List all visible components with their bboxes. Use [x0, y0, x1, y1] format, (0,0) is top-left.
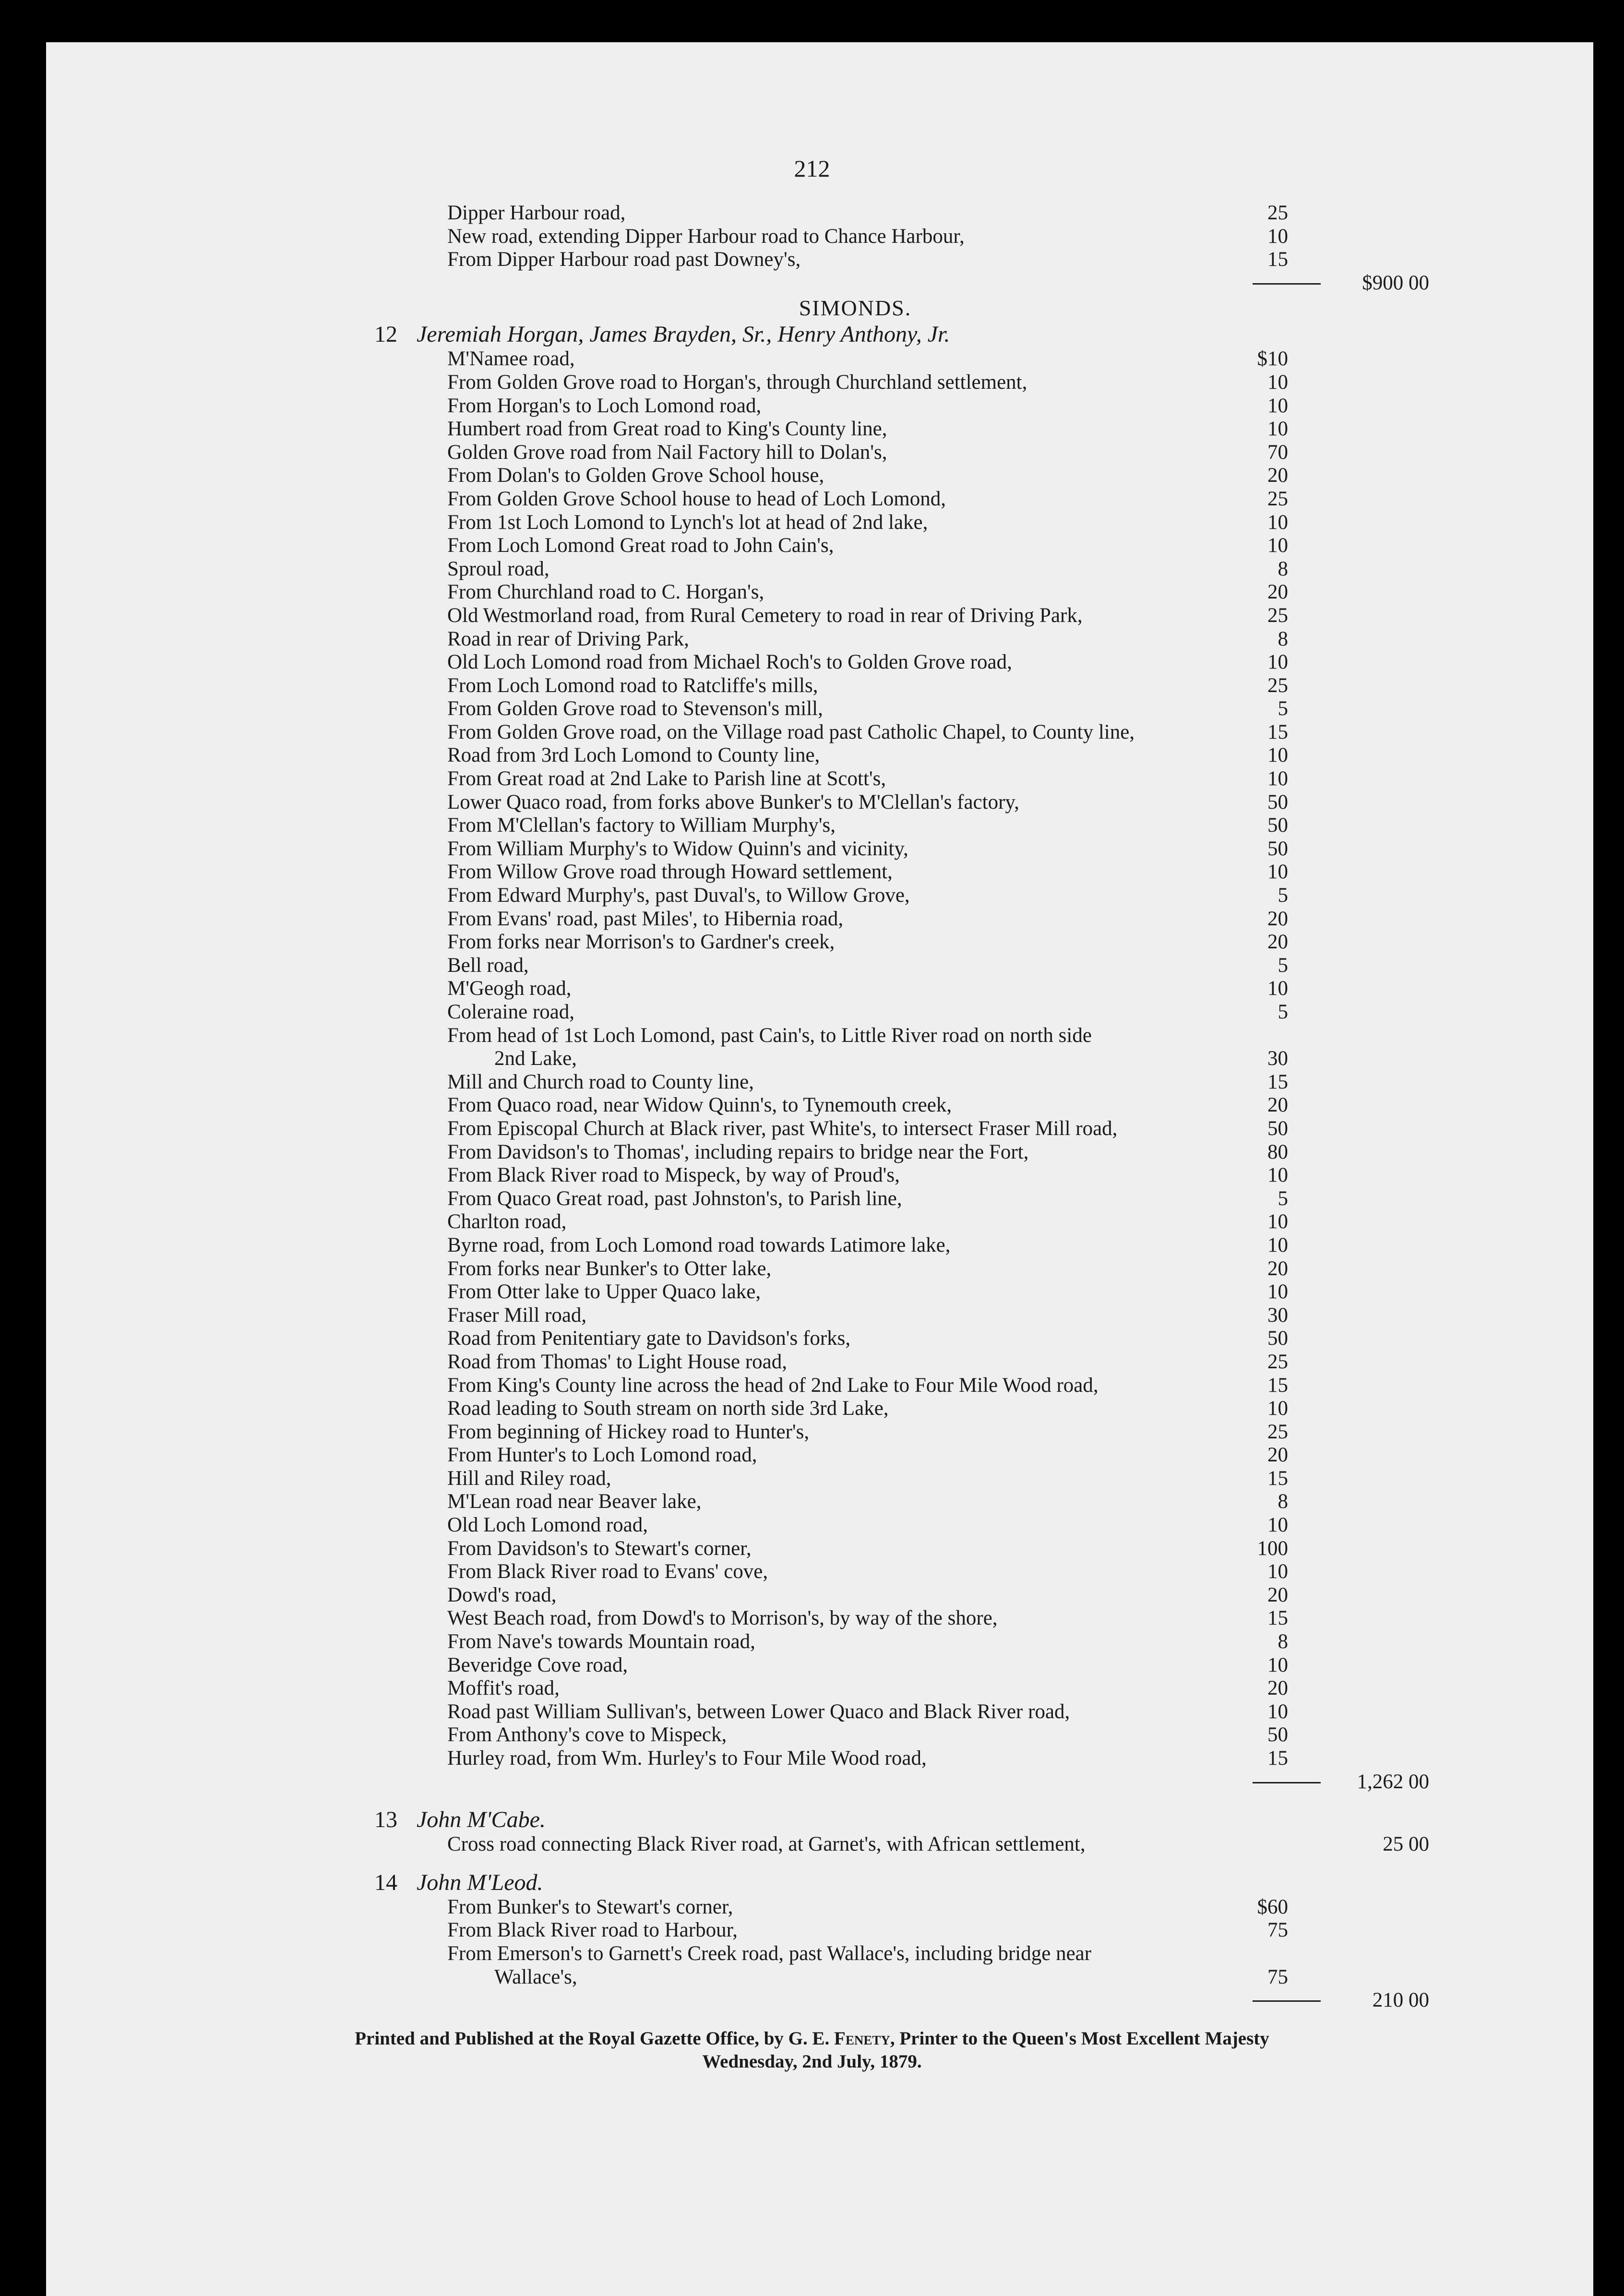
- road-entry: [0, 418, 1624, 441]
- road-amount: 15: [1267, 1467, 1288, 1490]
- road-description: From Anthony's cove to Mispeck,: [447, 1723, 727, 1746]
- road-description: From Black River road to Mispeck, by way of Proud's,: [447, 1164, 900, 1187]
- road-entry: [0, 908, 1624, 931]
- road-description: From William Murphy's to Widow Quinn's and vicinity,: [447, 837, 908, 860]
- road-amount: 20: [1267, 1677, 1288, 1700]
- road-description: From Otter lake to Upper Quaco lake,: [447, 1280, 761, 1303]
- road-amount: 8: [1278, 557, 1288, 580]
- road-description: From Golden Grove road to Stevenson's mill,: [447, 697, 823, 720]
- road-amount: 8: [1278, 627, 1288, 650]
- road-amount: 25: [1267, 604, 1288, 627]
- road-description: From Nave's towards Mountain road,: [447, 1630, 755, 1653]
- road-description: From Quaco Great road, past Johnston's, to Parish line,: [447, 1187, 902, 1210]
- road-entry: [0, 1584, 1624, 1607]
- road-amount: 10: [1267, 1210, 1288, 1233]
- road-amount: 10: [1267, 977, 1288, 1000]
- road-description: From Golden Grove road, on the Village road past Catholic Chapel, to County line,: [447, 720, 1135, 743]
- road-description: Dowd's road,: [447, 1583, 557, 1606]
- sum-rule: [1253, 283, 1321, 285]
- road-amount: 10: [1267, 1700, 1288, 1723]
- road-description: From Horgan's to Loch Lomond road,: [447, 394, 762, 417]
- road-entry: [0, 767, 1624, 791]
- contractor-line: [0, 1807, 1624, 1833]
- road-description: From King's County line across the head of 2nd Lake to Four Mile Wood road,: [447, 1374, 1099, 1397]
- section-gap: [0, 1856, 1624, 1870]
- contractor-line: [0, 322, 1624, 347]
- road-entry: [0, 1117, 1624, 1141]
- road-entry: [0, 1896, 1624, 1919]
- road-amount: 30: [1267, 1047, 1288, 1070]
- road-amount: 10: [1267, 1280, 1288, 1303]
- road-entry: [0, 1141, 1624, 1164]
- road-entry: [0, 651, 1624, 674]
- road-entry: [0, 884, 1624, 908]
- road-description: Old Loch Lomond road from Michael Roch's to Golden Grove road,: [447, 651, 1012, 674]
- road-amount: 80: [1267, 1140, 1288, 1163]
- printer-name: Fenety: [834, 2028, 890, 2049]
- road-amount: $10: [1257, 347, 1288, 371]
- entry-continuation: [0, 1966, 1624, 1989]
- contractor-number: 12: [374, 322, 397, 347]
- road-description: From Bunker's to Stewart's corner,: [447, 1895, 733, 1918]
- road-description: From Golden Grove road to Horgan's, through Churchland settlement,: [447, 371, 1027, 394]
- imprint-date: Wednesday, 2nd July, 1879.: [702, 2051, 922, 2072]
- road-amount: $60: [1257, 1895, 1288, 1918]
- road-entry: [0, 1280, 1624, 1304]
- road-entry: [0, 1747, 1624, 1770]
- contractor-names: Jeremiah Horgan, James Brayden, Sr., Henry Anthony, Jr.: [417, 322, 950, 347]
- road-description: Charlton road,: [447, 1210, 567, 1233]
- road-amount: 10: [1267, 744, 1288, 767]
- road-entry: [0, 1723, 1624, 1747]
- road-entry: [0, 628, 1624, 651]
- road-amount: 50: [1267, 837, 1288, 860]
- road-description: From forks near Bunker's to Otter lake,: [447, 1257, 772, 1280]
- road-description: Sproul road,: [447, 557, 549, 580]
- road-description: From Black River road to Harbour,: [447, 1919, 738, 1942]
- road-amount: 75: [1267, 1965, 1288, 1988]
- contractor-number: 13: [374, 1807, 397, 1833]
- road-amount: 10: [1267, 511, 1288, 534]
- road-amount: 10: [1267, 1233, 1288, 1256]
- road-entry: [0, 1467, 1624, 1491]
- road-description: From beginning of Hickey road to Hunter's,: [447, 1420, 810, 1443]
- road-entry: [0, 558, 1624, 581]
- road-amount: 25: [1267, 674, 1288, 697]
- road-amount: 50: [1267, 814, 1288, 837]
- road-amount: 5: [1278, 884, 1288, 907]
- road-description: From forks near Morrison's to Gardner's creek,: [447, 931, 835, 954]
- road-amount: 5: [1278, 1187, 1288, 1210]
- total-row: [0, 1770, 1624, 1794]
- road-description: Road in rear of Driving Park,: [447, 627, 689, 650]
- road-description: From Dolan's to Golden Grove School house,: [447, 464, 824, 487]
- road-description: New road, extending Dipper Harbour road to Chance Harbour,: [447, 225, 965, 248]
- road-description: M'Lean road near Beaver lake,: [447, 1490, 702, 1513]
- parish-heading: SIMONDS.: [799, 296, 912, 321]
- road-amount: 10: [1267, 534, 1288, 557]
- road-amount: 10: [1267, 371, 1288, 394]
- road-amount: 25: [1267, 1350, 1288, 1373]
- imprint-prefix: Printed and Published at the Royal Gazette Office, by G. E.: [355, 2028, 830, 2049]
- road-description: From Evans' road, past Miles', to Hibernia road,: [447, 907, 844, 930]
- road-description: From Loch Lomond road to Ratcliffe's mills,: [447, 674, 818, 697]
- road-description: From Black River road to Evans' cove,: [447, 1560, 768, 1583]
- road-description: From Loch Lomond Great road to John Cain's,: [447, 534, 834, 557]
- road-amount: 20: [1267, 581, 1288, 604]
- road-entry: [0, 1001, 1624, 1024]
- road-amount: 5: [1278, 697, 1288, 720]
- road-amount: 10: [1267, 861, 1288, 884]
- road-entry: [0, 1210, 1624, 1234]
- road-entry: [0, 697, 1624, 721]
- road-entry: [0, 1094, 1624, 1117]
- road-description: 2nd Lake,: [494, 1047, 577, 1070]
- contractor-names: John M'Cabe.: [417, 1807, 546, 1833]
- road-amount: 10: [1267, 1560, 1288, 1583]
- road-entry: [0, 534, 1624, 558]
- section-total: 25 00: [1383, 1833, 1429, 1856]
- page-number: 212: [794, 155, 830, 182]
- road-description: From M'Clellan's factory to William Murphy's,: [447, 814, 836, 837]
- road-amount: 10: [1267, 1397, 1288, 1420]
- total-row: [0, 1989, 1624, 2012]
- road-amount: 50: [1267, 1723, 1288, 1746]
- road-entry: [0, 1700, 1624, 1724]
- imprint-line-1: [0, 2027, 1624, 2050]
- contractor-number: 14: [374, 1869, 397, 1895]
- imprint-footer: [0, 2027, 1624, 2073]
- road-entry: [0, 931, 1624, 954]
- section-total: $900 00: [1362, 271, 1429, 294]
- road-amount: 50: [1267, 1117, 1288, 1140]
- road-description: Road leading to South stream on north side 3rd Lake,: [447, 1397, 889, 1420]
- road-description: Road from 3rd Loch Lomond to County line,: [447, 744, 820, 767]
- road-amount: 15: [1267, 248, 1288, 271]
- road-entry: [0, 1024, 1624, 1048]
- road-amount: 30: [1267, 1303, 1288, 1327]
- road-amount: 10: [1267, 394, 1288, 417]
- road-description: From Quaco road, near Widow Quinn's, to Tynemouth creek,: [447, 1094, 952, 1117]
- road-description: Golden Grove road from Nail Factory hill to Dolan's,: [447, 441, 887, 464]
- road-entry: [0, 511, 1624, 535]
- road-entry: [0, 1187, 1624, 1211]
- road-amount: 25: [1267, 1420, 1288, 1443]
- road-description: Moffit's road,: [447, 1677, 560, 1700]
- road-amount: 20: [1267, 1094, 1288, 1117]
- road-amount: 10: [1267, 1653, 1288, 1676]
- road-entry: [0, 1374, 1624, 1398]
- road-amount: 100: [1257, 1537, 1288, 1560]
- road-amount: 20: [1267, 1444, 1288, 1467]
- road-entry: [0, 1490, 1624, 1514]
- contractor-names: John M'Leod.: [417, 1869, 543, 1895]
- road-amount: 15: [1267, 1607, 1288, 1630]
- road-amount: 15: [1267, 1070, 1288, 1093]
- road-amount: 75: [1267, 1919, 1288, 1942]
- road-description: From Davidson's to Stewart's corner,: [447, 1537, 752, 1560]
- road-description: Wallace's,: [494, 1965, 577, 1988]
- road-amount: 8: [1278, 1630, 1288, 1653]
- road-description: Hurley road, from Wm. Hurley's to Four Mile Wood road,: [447, 1747, 927, 1770]
- road-entry: [0, 581, 1624, 604]
- road-description: Dipper Harbour road,: [447, 202, 626, 224]
- road-description: Road past William Sullivan's, between Lower Quaco and Black River road,: [447, 1700, 1070, 1723]
- road-entry: [0, 1351, 1624, 1374]
- road-description: Bell road,: [447, 954, 529, 977]
- imprint-suffix: , Printer to the Queen's Most Excellent Majesty: [890, 2028, 1269, 2049]
- road-description: Coleraine road,: [447, 1001, 575, 1023]
- road-amount: 25: [1267, 202, 1288, 224]
- road-entry: [0, 202, 1624, 225]
- road-description: From 1st Loch Lomond to Lynch's lot at head of 2nd lake,: [447, 511, 928, 534]
- contractor-line: [0, 1870, 1624, 1896]
- road-entry: [0, 347, 1624, 371]
- road-description: M'Namee road,: [447, 347, 575, 371]
- road-entry: [0, 1304, 1624, 1327]
- road-entry: [0, 674, 1624, 698]
- road-entry: [0, 371, 1624, 395]
- road-entry: [0, 1164, 1624, 1187]
- road-amount: 20: [1267, 931, 1288, 954]
- road-amount: 10: [1267, 767, 1288, 790]
- sum-rule: [1253, 2000, 1321, 2002]
- road-entry: [0, 1677, 1624, 1700]
- road-description: From Dipper Harbour road past Downey's,: [447, 248, 801, 271]
- road-entry: [0, 1607, 1624, 1630]
- road-amount: 20: [1267, 907, 1288, 930]
- road-amount: 20: [1267, 1583, 1288, 1606]
- road-entry: [0, 395, 1624, 418]
- road-entry: [0, 488, 1624, 511]
- road-description: From Churchland road to C. Horgan's,: [447, 581, 764, 604]
- road-entry: [0, 1071, 1624, 1094]
- road-entry: [0, 721, 1624, 744]
- section-total: 1,262 00: [1357, 1770, 1429, 1793]
- road-entry: [0, 1234, 1624, 1257]
- section-total: 210 00: [1372, 1989, 1429, 2012]
- road-entry: [0, 1537, 1624, 1561]
- road-description: Fraser Mill road,: [447, 1303, 587, 1327]
- road-entry: [0, 225, 1624, 249]
- road-appropriations-list: [0, 202, 1624, 2012]
- road-entry: [0, 1919, 1624, 1942]
- road-amount: 50: [1267, 790, 1288, 813]
- road-description: Cross road connecting Black River road, at Garnet's, with African settlement,: [447, 1833, 1086, 1856]
- road-entry: [0, 837, 1624, 861]
- road-entry: [0, 441, 1624, 465]
- road-amount: 10: [1267, 1164, 1288, 1187]
- road-description: Old Westmorland road, from Rural Cemetery to road in rear of Driving Park,: [447, 604, 1083, 627]
- road-description: Byrne road, from Loch Lomond road towards Latimore lake,: [447, 1233, 951, 1256]
- road-description: M'Geogh road,: [447, 977, 572, 1000]
- road-entry: [0, 248, 1624, 272]
- road-description: From Davidson's to Thomas', including repairs to bridge near the Fort,: [447, 1140, 1029, 1163]
- road-entry: [0, 1397, 1624, 1421]
- road-description: Mill and Church road to County line,: [447, 1070, 754, 1093]
- total-row: [0, 272, 1624, 295]
- road-description: From Hunter's to Loch Lomond road,: [447, 1444, 757, 1467]
- road-description: Humbert road from Great road to King's County line,: [447, 418, 887, 441]
- road-description: From Emerson's to Garnett's Creek road, past Wallace's, including bridge near: [447, 1942, 1092, 1965]
- road-entry: [0, 814, 1624, 837]
- road-description: West Beach road, from Dowd's to Morrison's, by way of the shore,: [447, 1607, 998, 1630]
- road-entry: [0, 1421, 1624, 1444]
- road-amount: 10: [1267, 1514, 1288, 1537]
- road-entry: [0, 1327, 1624, 1351]
- road-amount: 8: [1278, 1490, 1288, 1513]
- entry-continuation: [0, 1047, 1624, 1071]
- road-entry: [0, 791, 1624, 814]
- road-entry: [0, 1630, 1624, 1654]
- road-amount: 20: [1267, 1257, 1288, 1280]
- road-entry: [0, 1514, 1624, 1537]
- road-amount: 15: [1267, 1747, 1288, 1770]
- road-entry: [0, 1833, 1624, 1856]
- road-description: Beveridge Cove road,: [447, 1653, 628, 1676]
- road-entry: [0, 861, 1624, 884]
- road-entry: [0, 1560, 1624, 1584]
- road-entry: [0, 1654, 1624, 1677]
- road-amount: 10: [1267, 418, 1288, 441]
- road-entry: [0, 1942, 1624, 1966]
- road-amount: 70: [1267, 441, 1288, 464]
- section-gap: [0, 1794, 1624, 1807]
- road-description: Hill and Riley road,: [447, 1467, 611, 1490]
- road-description: From Edward Murphy's, past Duval's, to Willow Grove,: [447, 884, 910, 907]
- road-amount: 50: [1267, 1327, 1288, 1350]
- road-entry: [0, 464, 1624, 488]
- road-entry: [0, 744, 1624, 767]
- road-amount: 10: [1267, 225, 1288, 248]
- road-amount: 15: [1267, 1374, 1288, 1397]
- road-amount: 5: [1278, 954, 1288, 977]
- road-amount: 25: [1267, 487, 1288, 510]
- road-description: From Golden Grove School house to head of Loch Lomond,: [447, 487, 946, 510]
- road-description: From Great road at 2nd Lake to Parish line at Scott's,: [447, 767, 886, 790]
- road-description: From head of 1st Loch Lomond, past Cain's, to Little River road on north side: [447, 1024, 1092, 1047]
- road-description: Road from Penitentiary gate to Davidson's forks,: [447, 1327, 851, 1350]
- sum-rule: [1253, 1782, 1321, 1783]
- road-entry: [0, 954, 1624, 978]
- road-description: Road from Thomas' to Light House road,: [447, 1350, 787, 1373]
- road-amount: 20: [1267, 464, 1288, 487]
- road-entry: [0, 977, 1624, 1001]
- road-amount: 5: [1278, 1001, 1288, 1023]
- road-entry: [0, 604, 1624, 628]
- road-entry: [0, 1444, 1624, 1467]
- road-description: Lower Quaco road, from forks above Bunker's to M'Clellan's factory,: [447, 790, 1019, 813]
- road-amount: 15: [1267, 720, 1288, 743]
- road-description: From Willow Grove road through Howard settlement,: [447, 861, 893, 884]
- road-entry: [0, 1257, 1624, 1281]
- road-description: Old Loch Lomond road,: [447, 1514, 648, 1537]
- road-description: From Episcopal Church at Black river, past White's, to intersect Fraser Mill road,: [447, 1117, 1118, 1140]
- road-amount: 10: [1267, 651, 1288, 674]
